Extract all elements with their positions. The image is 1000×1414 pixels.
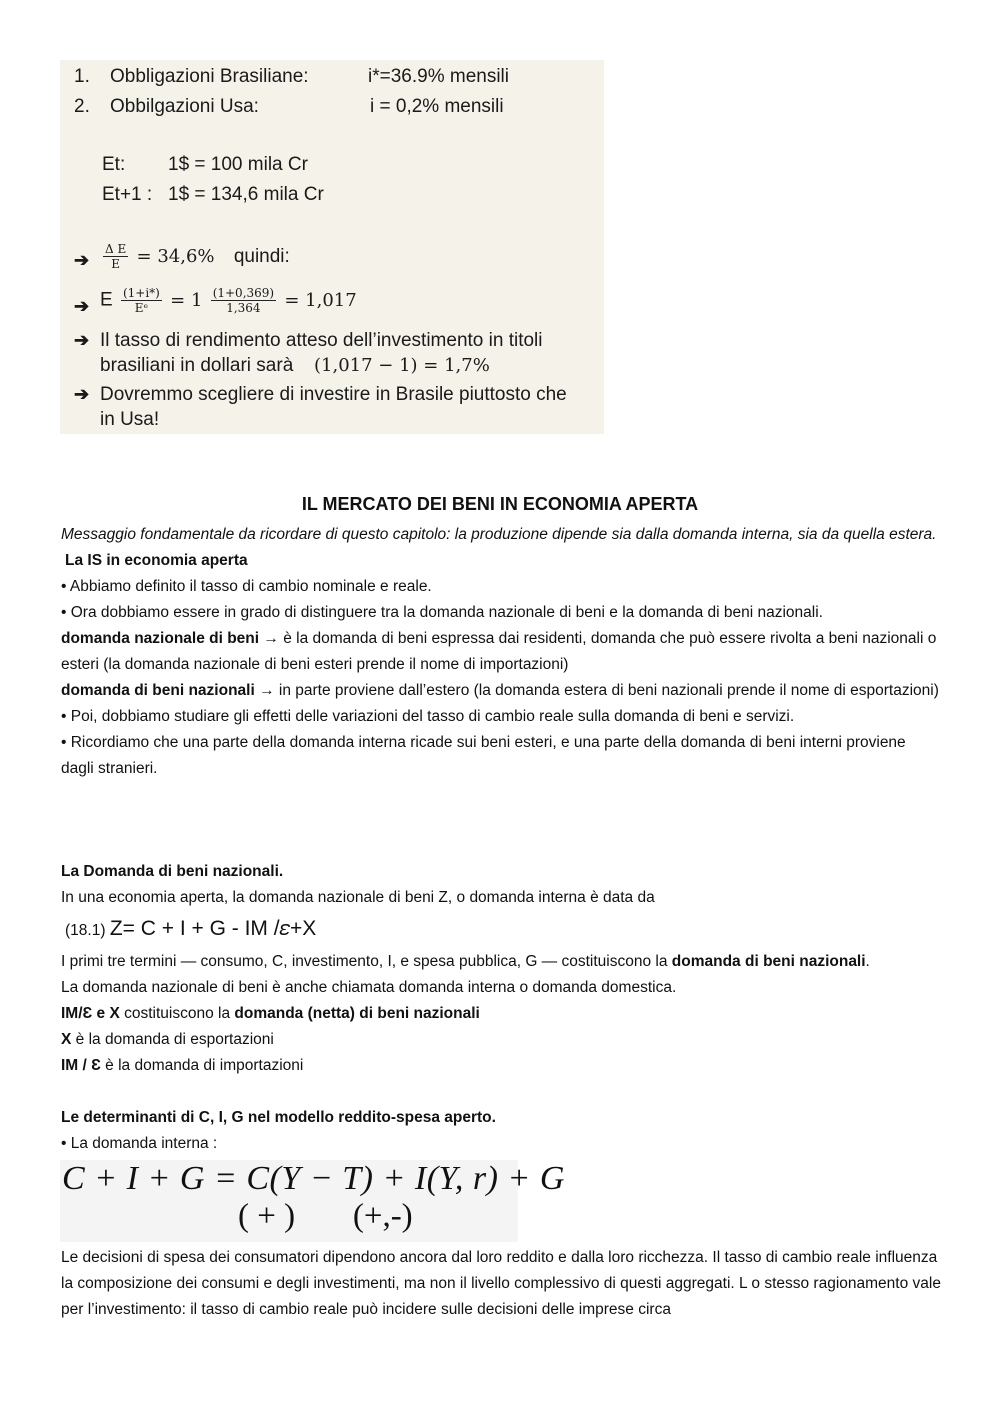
bullet-4-line-1: Dovremmo scegliere di investire in Brasile piuttosto che	[100, 384, 567, 405]
bullet-item: • Ricordiamo che una parte della domanda interna ricade sui beni esteri, e una parte della domanda di beni interni proviene dagli stranieri.	[61, 734, 906, 777]
text-span: costituiscono la	[119, 1005, 235, 1022]
formula-line-2: ( + ) (+,-)	[238, 1198, 413, 1234]
item-value: i*=36.9% mensili	[368, 66, 509, 87]
bold-term: domanda (netta) di beni nazionali	[234, 1005, 480, 1022]
bullet-3-math: (1,017 − 1) = 1,7%	[314, 355, 490, 376]
bullet-4-line-2: in Usa!	[100, 409, 160, 430]
definition-domanda-nazionale	[61, 626, 941, 678]
eq-fraction-2-numerator: (1+0,369)	[212, 286, 275, 300]
example-slide-image	[60, 60, 604, 434]
intro-paragraph: Messaggio fondamentale da ricordare di questo capitolo: la produzione dipende sia dalla domanda interna, sia da quella estera.	[61, 526, 937, 543]
equation-text: Z= C + I + G - IM /𝜀+X	[109, 917, 317, 940]
item-number: 2.	[74, 96, 90, 117]
delta-numerator: Δ E	[105, 242, 127, 256]
section-determinanti-text	[61, 1245, 941, 1323]
et-value: 1$ = 100 mila Cr	[168, 154, 308, 175]
section-heading-determinanti: Le determinanti di C, I, G nel modello reddito-spesa aperto.	[61, 1109, 496, 1126]
eq-fraction-1-denominator: Eᵉ	[134, 301, 149, 315]
et-label: Et:	[102, 154, 126, 175]
arrow-right-icon: ➔	[74, 330, 90, 350]
bold-term: domanda di beni nazionali	[671, 953, 866, 970]
arrow-right-icon: →	[263, 630, 279, 647]
definition-text: è la domanda di beni espressa dai residenti, domanda che può essere rivolta a beni nazionali o esteri (la domanda nazionale di beni esteri prende il nome di importazioni)	[61, 630, 937, 673]
arrow-right-icon: →	[259, 682, 275, 699]
equation-label: (18.1)	[65, 922, 106, 939]
paragraph: Le decisioni di spesa dei consumatori dipendono ancora dal loro reddito e dalla loro ricchezza. Il tasso di cambio reale influenza la composizione dei consumi e degli investimenti, ma non il livello complessivo di questi aggregati. L o stesso ragionamento vale per l’investimento: il tasso di cambio reale può incidere sulle decisioni delle imprese circa	[61, 1249, 941, 1318]
delta-denominator: E	[111, 257, 120, 271]
item-number: 1.	[74, 66, 90, 87]
item-label: Obbilgazioni Usa:	[110, 96, 259, 117]
bullet-3-line-2: brasiliani in dollari sarà	[100, 355, 294, 376]
text-span: .	[865, 953, 870, 970]
paragraph	[61, 1053, 941, 1079]
delta-fraction	[103, 242, 128, 271]
text-span: I primi tre termini — consumo, C, investimento, I, e spesa pubblica, G — costituiscono la	[61, 953, 672, 970]
paragraph	[61, 949, 941, 975]
arrow-right-icon: ➔	[74, 384, 90, 404]
eq-fraction-2	[211, 286, 276, 315]
delta-suffix: quindi:	[233, 245, 290, 267]
definition-term: domanda di beni nazionali	[61, 682, 255, 699]
section-domanda-beni	[61, 859, 941, 1079]
definition-text: in parte proviene dall’estero (la domanda estera di beni nazionali prende il nome di esportazioni)	[278, 682, 939, 699]
arrow-right-icon: ➔	[74, 250, 90, 270]
eq-result: = 1,017	[284, 290, 357, 311]
text-span: è la domanda di esportazioni	[71, 1031, 274, 1048]
bullet-3-line-1: Il tasso di rendimento atteso dell’investimento in titoli	[100, 330, 543, 351]
section-heading-is: La IS in economia aperta	[65, 552, 248, 569]
paragraph	[61, 1027, 941, 1053]
text-span: è la domanda di importazioni	[100, 1057, 304, 1074]
section-determinanti	[61, 1105, 941, 1157]
section-heading-domanda: La Domanda di beni nazionali.	[61, 863, 284, 880]
item-label: Obbligazioni Brasiliane:	[110, 66, 309, 87]
eq-fraction-1-numerator: (1+i*)	[122, 286, 160, 300]
bullet-item: • Poi, dobbiamo studiare gli effetti delle variazioni del tasso di cambio reale sulla domanda di beni e servizi.	[61, 708, 795, 725]
eq-fraction-1	[121, 286, 162, 315]
domestic-demand-formula-image	[60, 1160, 565, 1242]
formula-line-1: C + I + G = C(Y − T) + I(Y, r) + G	[62, 1160, 565, 1197]
delta-result: = 34,6%	[136, 246, 215, 267]
page-title: IL MERCATO DEI BENI IN ECONOMIA APERTA	[301, 494, 699, 514]
item-value: i = 0,2% mensili	[370, 96, 504, 117]
paragraph	[61, 1001, 941, 1027]
document-body	[61, 522, 941, 782]
definition-term: domanda nazionale di beni	[61, 630, 260, 647]
et1-value: 1$ = 134,6 mila Cr	[168, 184, 324, 205]
bullet-item: • La domanda interna :	[61, 1135, 218, 1152]
bold-term: IM/Ɛ e X	[61, 1005, 120, 1022]
eq-mid: = 1	[170, 290, 203, 311]
arrow-right-icon: ➔	[74, 296, 90, 316]
paragraph: In una economia aperta, la domanda nazionale di beni Z, o domanda interna è data da	[61, 889, 655, 906]
bold-term: X	[61, 1031, 72, 1048]
eq-fraction-2-denominator: 1,364	[226, 301, 261, 315]
definition-beni-nazionali	[61, 678, 941, 704]
bold-term: IM / Ɛ	[61, 1057, 101, 1074]
bullet-item: • Abbiamo definito il tasso di cambio nominale e reale.	[61, 578, 432, 595]
eq-e: E	[100, 289, 113, 311]
paragraph: La domanda nazionale di beni è anche chiamata domanda interna o domanda domestica.	[61, 979, 677, 996]
et1-label: Et+1 :	[102, 184, 153, 205]
bullet-item: • Ora dobbiamo essere in grado di distinguere tra la domanda nazionale di beni e la domanda di beni nazionali.	[61, 604, 823, 621]
equation-18-1	[61, 911, 941, 949]
